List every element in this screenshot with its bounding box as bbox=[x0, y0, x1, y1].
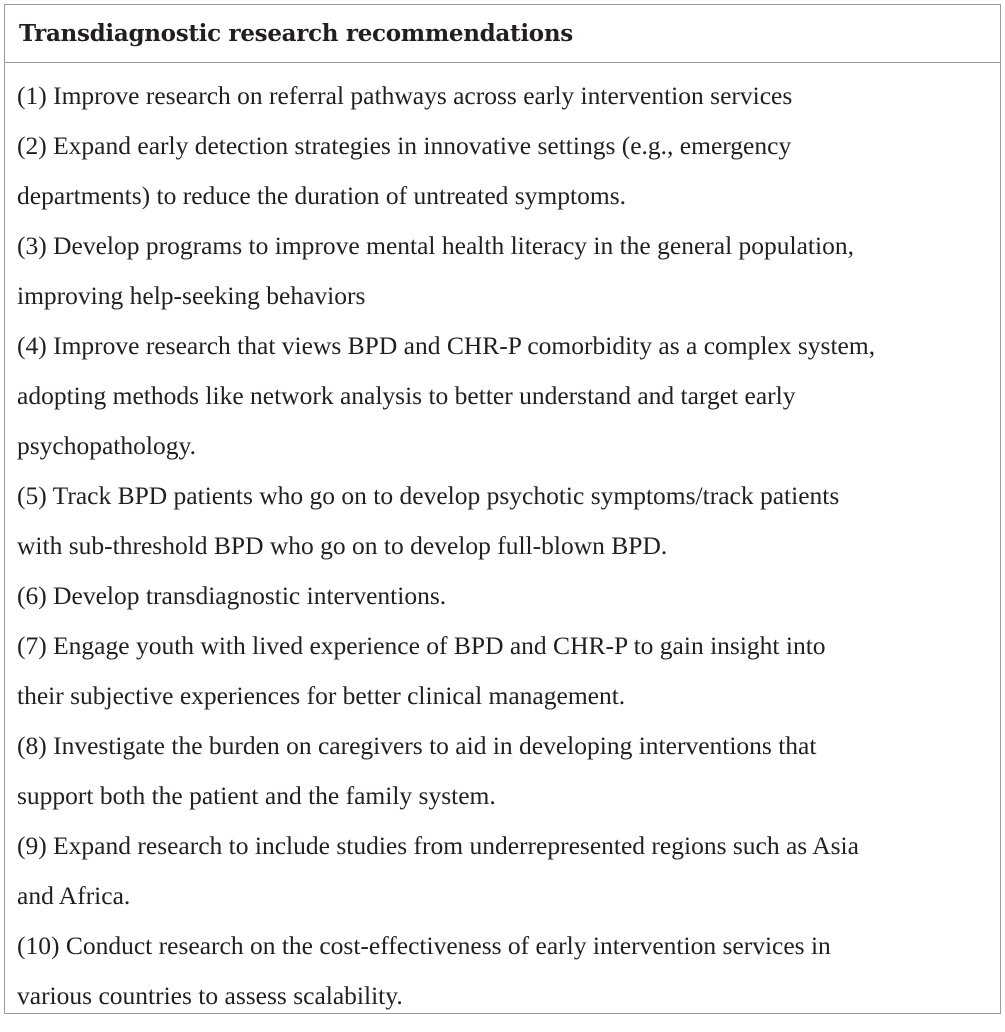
recommendation-4-line-2: adopting methods like network analysis to better understand and target early bbox=[17, 381, 796, 410]
recommendation-5-line-2: with sub-threshold BPD who go on to develop full-blown BPD. bbox=[17, 531, 668, 560]
recommendation-3-line-1: (3) Develop programs to improve mental health literacy in the general population, bbox=[17, 231, 854, 260]
table-header-cell bbox=[5, 5, 1000, 63]
recommendation-5 bbox=[17, 471, 992, 571]
recommendation-1 bbox=[17, 71, 992, 121]
recommendation-8-line-1: (8) Investigate the burden on caregivers to aid in developing interventions that bbox=[17, 731, 817, 760]
recommendation-1-line-1: (1) Improve research on referral pathways across early intervention services bbox=[17, 81, 793, 110]
recommendation-2 bbox=[17, 121, 992, 221]
recommendation-5-line-1: (5) Track BPD patients who go on to develop psychotic symptoms/track patients bbox=[17, 481, 840, 510]
recommendation-7 bbox=[17, 621, 992, 721]
recommendation-7-line-2: their subjective experiences for better clinical management. bbox=[17, 681, 626, 710]
recommendation-6 bbox=[17, 571, 992, 621]
recommendation-2-line-1: (2) Expand early detection strategies in innovative settings (e.g., emergency bbox=[17, 131, 792, 160]
recommendation-8 bbox=[17, 721, 992, 821]
recommendation-3 bbox=[17, 221, 992, 321]
table-body-cell bbox=[5, 63, 1000, 1021]
recommendation-4-line-1: (4) Improve research that views BPD and CHR-P comorbidity as a complex system, bbox=[17, 331, 876, 360]
recommendation-10-line-2: various countries to assess scalability. bbox=[17, 981, 403, 1010]
recommendation-2-line-2: departments) to reduce the duration of untreated symptoms. bbox=[17, 181, 626, 210]
recommendation-10 bbox=[17, 921, 992, 1021]
table-header: Transdiagnostic research recommendations bbox=[19, 20, 573, 47]
recommendation-4 bbox=[17, 321, 992, 471]
recommendation-4-line-3: psychopathology. bbox=[17, 431, 196, 460]
recommendation-10-line-1: (10) Conduct research on the cost-effectiveness of early intervention services in bbox=[17, 931, 831, 960]
recommendations-table bbox=[4, 4, 1001, 1014]
recommendation-9 bbox=[17, 821, 992, 921]
recommendation-3-line-2: improving help-seeking behaviors bbox=[17, 281, 366, 310]
recommendation-9-line-1: (9) Expand research to include studies from underrepresented regions such as Asia bbox=[17, 831, 859, 860]
recommendation-8-line-2: support both the patient and the family system. bbox=[17, 781, 496, 810]
recommendation-9-line-2: and Africa. bbox=[17, 881, 131, 910]
recommendation-6-line-1: (6) Develop transdiagnostic interventions. bbox=[17, 581, 447, 610]
recommendation-7-line-1: (7) Engage youth with lived experience of BPD and CHR-P to gain insight into bbox=[17, 631, 826, 660]
